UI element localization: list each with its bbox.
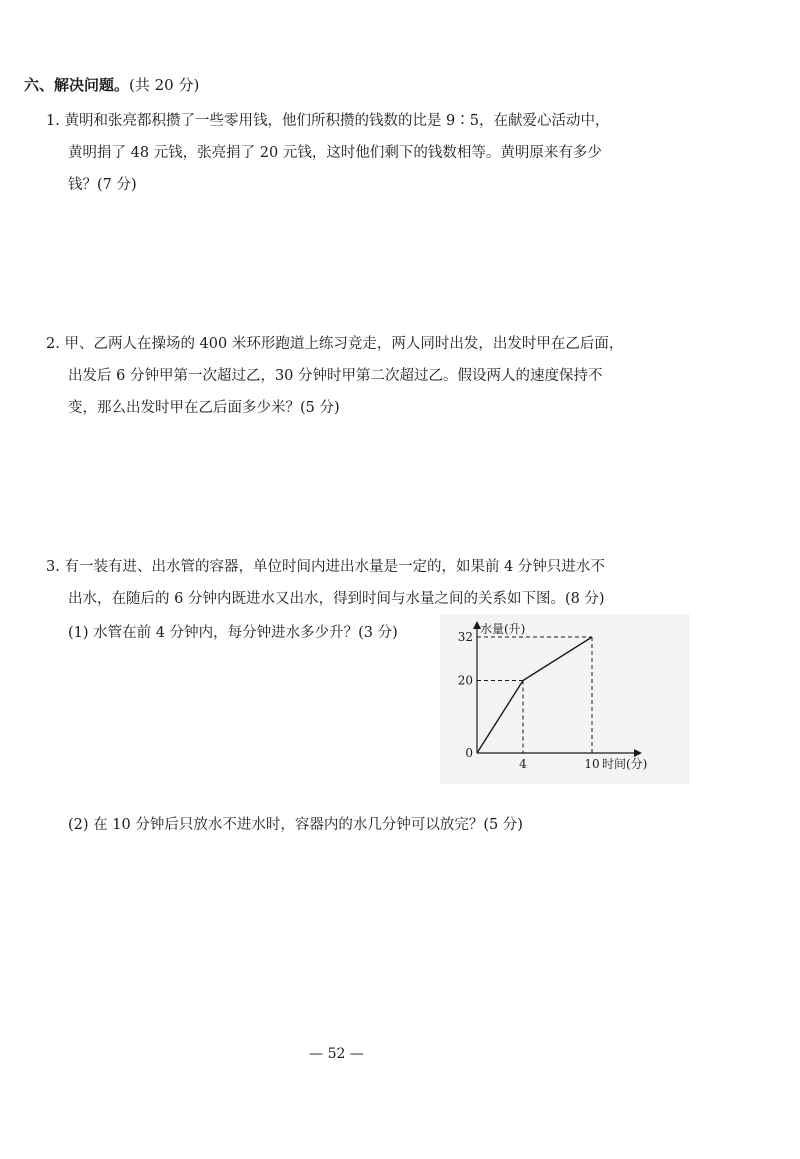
question-2-line-1: 2. 甲、乙两人在操场的 400 米环形跑道上练习竞走，两人同时出发，出发时甲在乙后面， (46, 336, 624, 352)
water-volume-line (477, 637, 592, 753)
chart-guides (477, 637, 592, 753)
question-1-line-1: 1. 黄明和张亮都积攒了一些零用钱，他们所积攒的钱数的比是 9∶5，在献爱心活动中， (46, 113, 610, 129)
question-1-line-2: 黄明捐了 48 元钱，张亮捐了 20 元钱，这时他们剩下的钱数相等。黄明原来有多少 (68, 145, 602, 161)
x-tick-label: 4 (519, 757, 527, 771)
question-3-part-1: (1) 水管在前 4 分钟内，每分钟进水多少升？(3 分) (68, 625, 398, 641)
section-score: (共 20 分) (129, 76, 200, 94)
water-volume-chart (440, 614, 690, 784)
question-2-line-2: 出发后 6 分钟甲第一次超过乙，30 分钟时甲第二次超过乙。假设两人的速度保持不 (68, 368, 603, 384)
x-tick-label: 10 (584, 757, 600, 771)
origin-label: 0 (465, 746, 473, 760)
section-title-text: 六、解决问题。 (24, 76, 130, 94)
y-tick-label: 32 (457, 630, 473, 644)
question-3-line-2: 出水，在随后的 6 分钟内既进水又出水，得到时间与水量之间的关系如下图。(8 分) (68, 591, 605, 607)
question-3-part-2: (2) 在 10 分钟后只放水不进水时，容器内的水几分钟可以放完？(5 分) (68, 817, 523, 833)
x-axis-label: 时间(分) (602, 757, 648, 771)
section-title (24, 74, 199, 95)
question-2-line-3: 变，那么出发时甲在乙后面多少米？(5 分) (68, 400, 340, 416)
question-3-line-1: 3. 有一装有进、出水管的容器，单位时间内进出水量是一定的，如果前 4 分钟只进水不 (46, 559, 605, 575)
y-axis-label: 水量(升) (480, 622, 526, 636)
y-tick-label: 20 (457, 673, 473, 688)
question-1-line-3: 钱？(7 分) (68, 177, 137, 193)
chart-svg (440, 614, 690, 784)
page-number: — 52 — (309, 1046, 364, 1062)
